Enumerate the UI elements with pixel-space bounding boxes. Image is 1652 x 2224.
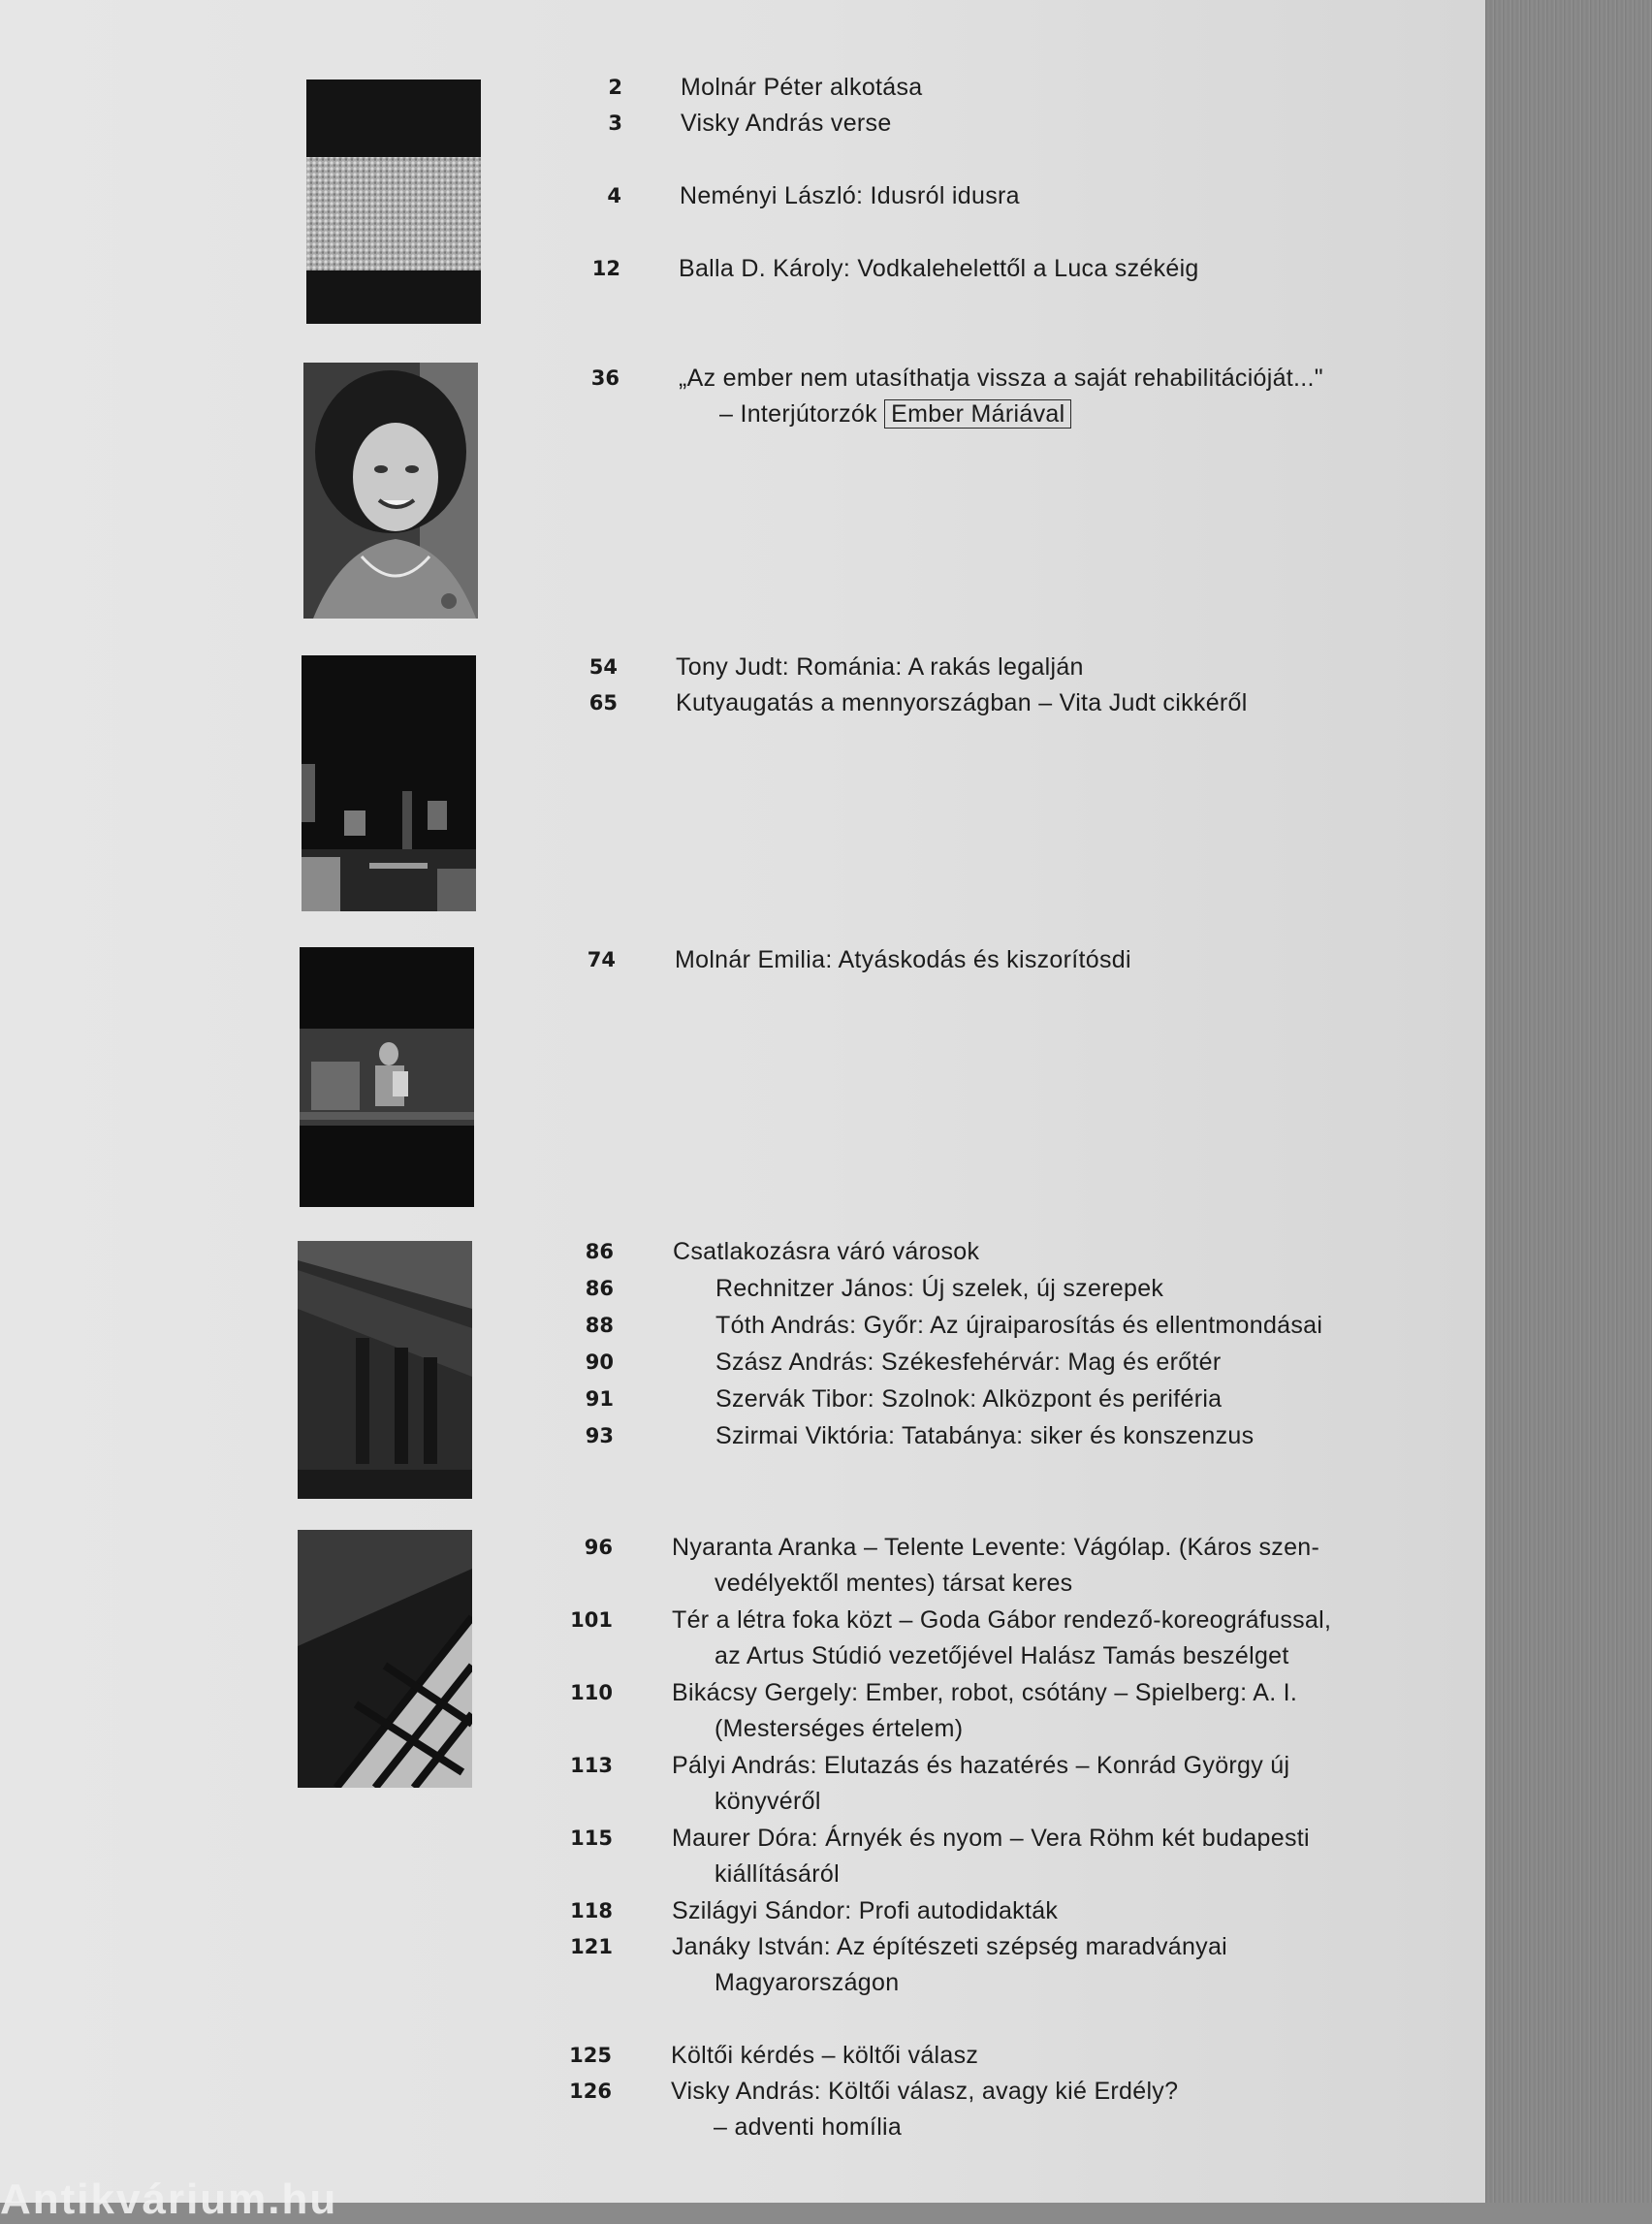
entry-title: Bikácsy Gergely: Ember, robot, csótány – Spielberg: A. I.: [672, 1679, 1298, 1706]
page-number: 4: [607, 184, 621, 207]
page-number: 126: [569, 2080, 612, 2103]
entry-title: Balla D. Károly: Vodkalehelettől a Luca székéig: [679, 255, 1199, 282]
entry-continuation: – adventi homília: [714, 2113, 903, 2141]
boxed-name: Ember Máriával: [884, 399, 1071, 429]
entry-title: Maurer Dóra: Árnyék és nyom – Vera Röhm két budapesti: [672, 1825, 1310, 1852]
thumbnail-romania-photo: [302, 655, 476, 911]
entry-title: Nyaranta Aranka – Telente Levente: Vágólap. (Káros szen-: [672, 1534, 1320, 1561]
entry-title: Molnár Emilia: Atyáskodás és kiszorítósdi: [675, 946, 1131, 973]
page-number: 2: [608, 76, 622, 99]
accordion-player-photo: [300, 947, 474, 1207]
entry-continuation: az Artus Stúdió vezetőjével Halász Tamás beszélget: [715, 1642, 1289, 1669]
entry-title: Tóth András: Győr: Az újraiparosítás és ellentmondásai: [715, 1312, 1323, 1339]
entry-title: Szilágyi Sándor: Profi autodidakták: [672, 1897, 1059, 1924]
page-number: 101: [570, 1608, 613, 1632]
thumbnail-molnar-artwork: [306, 79, 481, 324]
entry-continuation: kiállításáról: [715, 1860, 840, 1888]
entry-title: Rechnitzer János: Új szelek, új szerepek: [715, 1275, 1164, 1302]
page-number: 113: [570, 1754, 613, 1777]
entry-continuation: könyvéről: [715, 1788, 821, 1815]
page-number: 86: [585, 1240, 614, 1263]
entry-title: Csatlakozásra váró városok: [673, 1238, 980, 1265]
page-number: 118: [570, 1899, 613, 1922]
artwork-image: [306, 79, 481, 324]
entry-continuation: (Mesterséges értelem): [715, 1715, 964, 1742]
page-number: 110: [570, 1681, 613, 1704]
building-facade-photo: [298, 1241, 472, 1499]
page-number: 54: [588, 655, 618, 679]
page-number: 91: [585, 1387, 614, 1411]
page-number: 86: [585, 1277, 614, 1300]
page-number: 74: [587, 948, 616, 971]
page-number: 93: [585, 1424, 614, 1447]
entry-title: Szirmai Viktória: Tatabánya: siker és konszenzus: [715, 1422, 1255, 1449]
watermark-text: Antikvárium.hu: [0, 2176, 338, 2223]
page-number: 88: [585, 1314, 614, 1337]
page-number: 115: [570, 1827, 613, 1850]
page-number: 121: [570, 1935, 613, 1958]
entry-title: Kutyaugatás a mennyországban – Vita Judt cikkéről: [676, 689, 1248, 716]
entry-title: Janáky István: Az építészeti szépség maradványai: [672, 1933, 1228, 1960]
entry-title: „Az ember nem utasíthatja vissza a saját rehabilitációját...": [679, 365, 1323, 392]
scan-background-edge: [1485, 0, 1652, 2203]
page-number: 90: [585, 1350, 614, 1374]
entry-continuation: Magyarországon: [715, 1969, 900, 1996]
thumbnail-portrait-ember-maria: [303, 363, 478, 619]
entry-title: Tér a létra foka közt – Goda Gábor rendező-koreográfussal,: [672, 1606, 1332, 1634]
night-street-photo: [302, 655, 476, 911]
entry-title: Visky András verse: [681, 110, 892, 137]
entry-title: Tony Judt: Románia: A rakás legalján: [676, 653, 1084, 681]
entry-continuation: [719, 397, 1071, 432]
page-number: 96: [584, 1536, 613, 1559]
thumbnail-building-photo: [298, 1241, 472, 1499]
page-number: 125: [569, 2044, 612, 2067]
entry-subtitle: – Interjútorzók: [719, 400, 877, 428]
entry-continuation: vedélyektől mentes) társat keres: [715, 1570, 1073, 1597]
entry-title: Költői kérdés – költői válasz: [671, 2042, 979, 2069]
page-number: 36: [590, 366, 620, 390]
stair-railing-photo: [298, 1530, 472, 1788]
entry-title: Neményi László: Idusról idusra: [680, 182, 1020, 209]
entry-title: Szász András: Székesfehérvár: Mag és erőtér: [715, 1349, 1222, 1376]
thumbnail-staircase-photo: [298, 1530, 472, 1788]
entry-title: Szervák Tibor: Szolnok: Alközpont és periféria: [715, 1385, 1223, 1413]
thumbnail-accordion-photo: [300, 947, 474, 1207]
page-number: 12: [591, 257, 620, 280]
portrait-photo: [303, 363, 478, 619]
page-number: 3: [608, 111, 622, 135]
entry-title: Molnár Péter alkotása: [681, 74, 923, 101]
entry-title: Visky András: Költői válasz, avagy kié Erdély?: [671, 2078, 1179, 2105]
entry-title: Pályi András: Elutazás és hazatérés – Konrád György új: [672, 1752, 1290, 1779]
page-number: 65: [588, 691, 618, 715]
